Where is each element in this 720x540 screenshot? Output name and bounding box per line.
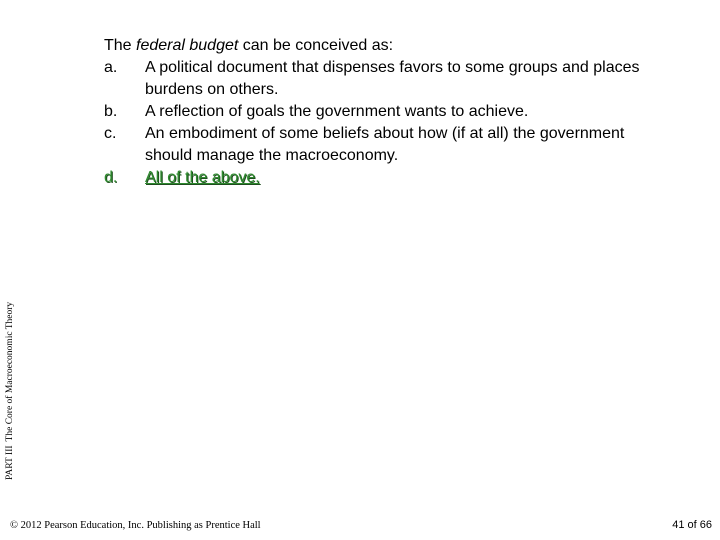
option-letter: c. [104,125,117,142]
option-text: A political document that dispenses favors to some groups and places burdens on others. [145,59,640,98]
option-b [104,101,664,123]
side-chapter-text [5,302,15,480]
question-stem [104,35,664,57]
option-letter: d. [104,169,118,186]
copyright-notice: © 2012 Pearson Education, Inc. Publishing as Prentice Hall [10,520,261,531]
question-block [104,35,664,189]
side-chapter-label [3,250,17,480]
page-indicator: 41 of 66 [672,519,712,531]
stem-emphasis: federal budget [136,37,239,54]
option-a [104,57,664,101]
option-letter: b. [104,103,118,120]
stem-suffix: can be conceived as: [238,37,394,54]
option-letter: a. [104,59,118,76]
option-text: All of the above. [145,169,260,186]
option-text: An embodiment of some beliefs about how (if at all) the government should manage the macroeconomy. [145,125,625,164]
option-d-correct-answer [104,167,664,189]
part-number: PART III [5,445,15,480]
stem-prefix: The [104,37,137,54]
answer-options [104,57,664,189]
option-text: A reflection of goals the government wants to achieve. [145,103,529,120]
part-title: The Core of Macroeconomic Theory [5,301,15,442]
option-c [104,123,664,167]
